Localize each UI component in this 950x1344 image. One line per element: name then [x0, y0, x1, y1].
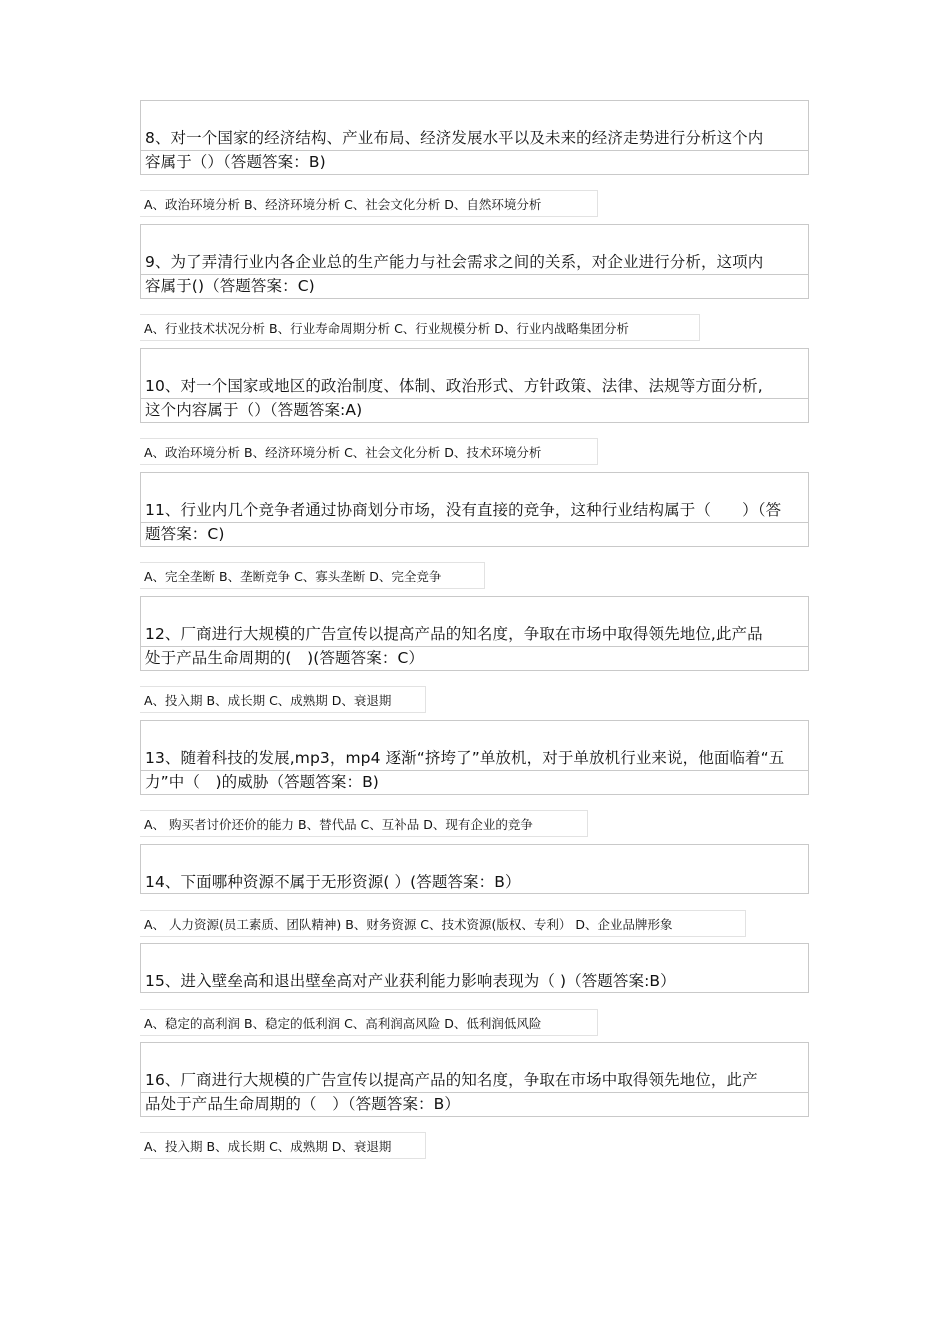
options-line-13: A、 购买者讨价还价的能力 B、替代品 C、互补品 D、现有企业的竞争 — [140, 810, 588, 837]
question-box-15 — [140, 943, 809, 993]
question-text-line1: 11、行业内几个竞争者通过协商划分市场，没有直接的竞争，这种行业结构属于（ ）（答 — [145, 501, 782, 519]
options-line-9: A、行业技术状况分析 B、行业寿命周期分析 C、行业规模分析 D、行业内战略集团分析 — [140, 314, 700, 341]
question-text-line1: 16、厂商进行大规模的广告宣传以提高产品的知名度，争取在市场中取得领先地位，此产 — [145, 1071, 758, 1089]
question-box-12 — [140, 596, 809, 671]
question-text-line1: 13、随着科技的发展,mp3，mp4 逐渐“挤垮了”单放机，对于单放机行业来说，他面临着“五 — [145, 749, 785, 767]
options-line-10: A、政治环境分析 B、经济环境分析 C、社会文化分析 D、技术环境分析 — [140, 438, 598, 465]
question-text-line1: 8、对一个国家的经济结构、产业布局、经济发展水平以及未来的经济走势进行分析这个内 — [145, 129, 764, 147]
question-text-line2: 处于产品生命周期的( )(答题答案：C） — [145, 649, 424, 667]
question-text-line2: 力”中（ )的威胁（答题答案：B) — [145, 773, 379, 791]
question-box-9 — [140, 224, 809, 299]
question-box-10 — [140, 348, 809, 423]
options-line-8: A、政治环境分析 B、经济环境分析 C、社会文化分析 D、自然环境分析 — [140, 190, 598, 217]
question-box-8 — [140, 100, 809, 175]
question-text-line2: 这个内容属于（）（答题答案:A) — [145, 401, 363, 419]
options-line-12: A、投入期 B、成长期 C、成熟期 D、衰退期 — [140, 686, 426, 713]
question-box-14 — [140, 844, 809, 894]
options-line-14: A、 人力资源(员工素质、团队精神) B、财务资源 C、技术资源(版权、专利） D、企业品牌形象 — [140, 910, 746, 937]
question-text-line1: 14、下面哪种资源不属于无形资源( ）(答题答案：B） — [145, 873, 521, 891]
question-text-line2: 题答案：C) — [145, 525, 225, 543]
question-text-line2: 容属于()（答题答案：C) — [145, 277, 315, 295]
question-box-13 — [140, 720, 809, 795]
options-line-16: A、投入期 B、成长期 C、成熟期 D、衰退期 — [140, 1132, 426, 1159]
question-text-line1: 15、进入壁垒高和退出壁垒高对产业获利能力影响表现为（ )（答题答案:B） — [145, 972, 676, 990]
question-box-16 — [140, 1042, 809, 1117]
question-box-11 — [140, 472, 809, 547]
question-text-line2: 容属于（）（答题答案：B) — [145, 153, 326, 171]
question-text-line1: 9、为了弄清行业内各企业总的生产能力与社会需求之间的关系，对企业进行分析，这项内 — [145, 253, 764, 271]
options-line-15: A、稳定的高利润 B、稳定的低利润 C、高利润高风险 D、低利润低风险 — [140, 1009, 598, 1036]
question-text-line1: 10、对一个国家或地区的政治制度、体制、政治形式、方针政策、法律、法规等方面分析, — [145, 377, 763, 395]
question-text-line1: 12、厂商进行大规模的广告宣传以提高产品的知名度，争取在市场中取得领先地位,此产品 — [145, 625, 763, 643]
options-line-11: A、完全垄断 B、垄断竞争 C、寡头垄断 D、完全竞争 — [140, 562, 485, 589]
question-text-line2: 品处于产品生命周期的（ ）（答题答案：B） — [145, 1095, 460, 1113]
